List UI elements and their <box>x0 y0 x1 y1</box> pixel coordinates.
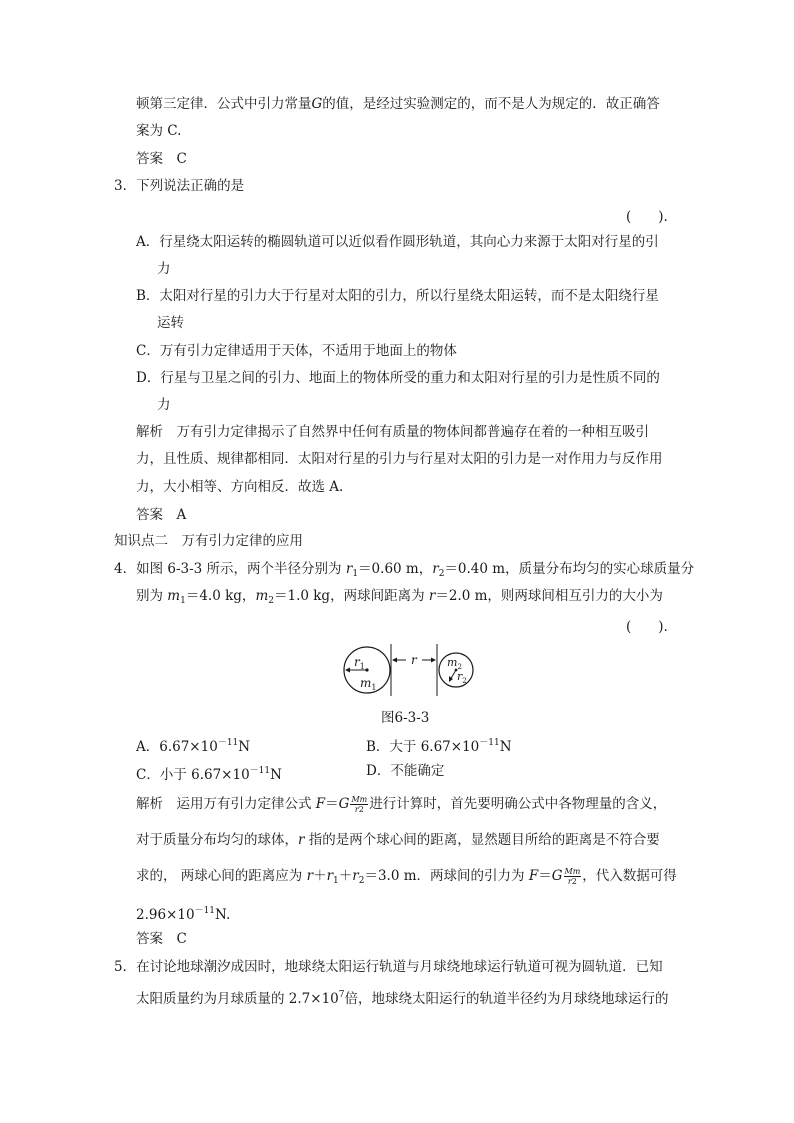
label-m1: $m_1$ <box>360 676 377 692</box>
option-b: B．大于 $6.67\times 10^{-11}N$ <box>366 738 512 755</box>
analysis-line: $2.96\times 10^{-11}N$. <box>136 906 231 923</box>
section-heading: 知识点二 万有引力定律的应用 <box>114 533 303 549</box>
analysis-line: 解析 运用万有引力定律公式 F＝G $\frac{Mm}{r2}$ 进行计算时，首先要明确公式中各物理量的含义， <box>136 795 667 814</box>
answer-paren: ( ). <box>626 619 668 635</box>
radius-r1-arrow <box>345 668 350 673</box>
label-r: r <box>411 653 417 667</box>
distance-arrow-left <box>392 658 397 663</box>
answer-paren: ( ). <box>626 209 668 225</box>
answer-line: 答案 C <box>136 151 187 167</box>
option-a: A．行星绕太阳运转的椭圆轨道可以近似看作圆形轨道，其向心力来源于太阳对行星的引 <box>136 234 659 250</box>
question-4-stem: 4．如图 6-3-3 所示，两个半径分别为 $r_1=0.60$ m，$r_2=0.40$ m，质量分布均匀的实心球质量分 <box>114 561 695 579</box>
answer-line: 答案 A <box>136 507 187 523</box>
option-c: C．小于 $6.67\times 10^{-11}N$ <box>136 766 282 783</box>
question-5-stem: 5．在讨论地球潮汐成因时，地球绕太阳运行轨道与月球绕地球运行轨道可视为圆轨道．已知 <box>114 959 663 975</box>
question-5-stem-cont: 太阳质量约为月球质量的 $2.7\times 10^7$倍，地球绕太阳运行的轨道半径约为月球绕地球运行的 <box>136 990 669 1007</box>
option-d: D．行星与卫星之间的引力、地面上的物体所受的重力和太阳对行星的引力是性质不同的 <box>136 370 660 386</box>
formula-fraction: $\frac{Mm}{r2}$ <box>564 867 581 886</box>
analysis-line: 解析 万有引力定律揭示了自然界中任何有质量的物体间都普遍存在着的一种相互吸引 <box>136 424 649 440</box>
figure-caption: 图6-3-3 <box>381 710 430 726</box>
formula-fraction: $\frac{Mm}{r2}$ <box>351 795 368 814</box>
question-3-stem: 3．下列说法正确的是 <box>114 178 245 194</box>
analysis-line: 求的， 两球心间的距离应为 $r+r_1+r_2=3.0$ m．两球间的引力为 F＝G $\frac{Mm}{r2}$ ，代入数据可得 <box>136 867 677 886</box>
analysis-line: 对于质量分布均匀的球体，r 指的是两个球心间的距离，显然题目所给的距离是不符合要 <box>136 832 660 848</box>
option-d: D．不能确定 <box>366 763 445 779</box>
label-r1: $r_1$ <box>354 655 365 671</box>
option-a-cont: 力 <box>157 261 171 277</box>
distance-arrow-right <box>431 658 436 663</box>
option-d-cont: 力 <box>157 397 171 413</box>
answer-line: 答案 C <box>136 931 187 947</box>
label-r2: $r_2$ <box>457 670 467 685</box>
analysis-line: 力，且性质、规律都相同．太阳对行星的引力与行星对太阳的引力是一对作用力与反作用 <box>136 451 663 467</box>
option-c: C．万有引力定律适用于天体，不适用于地面上的物体 <box>136 343 457 359</box>
label-m2: $m_2$ <box>447 656 462 671</box>
two-spheres-figure <box>340 642 480 698</box>
option-b-cont: 运转 <box>157 315 184 331</box>
text-line: 顿第三定律．公式中引力常量G的值，是经过实验测定的，而不是人为规定的．故正确答 <box>136 96 660 112</box>
option-a: A．$6.67\times 10^{-11}N$ <box>136 738 251 755</box>
question-4-stem-cont: 别为 $m_1=4.0$ kg，$m_2=1.0$ kg，两球间距离为 r＝2.0 m，则两球间相互引力的大小为 <box>136 588 663 606</box>
text-line: 案为 C. <box>136 123 182 139</box>
option-b: B．太阳对行星的引力大于行星对太阳的引力，所以行星绕太阳运转，而不是太阳绕行星 <box>136 288 659 304</box>
analysis-line: 力，大小相等、方向相反．故选 A. <box>136 479 344 495</box>
